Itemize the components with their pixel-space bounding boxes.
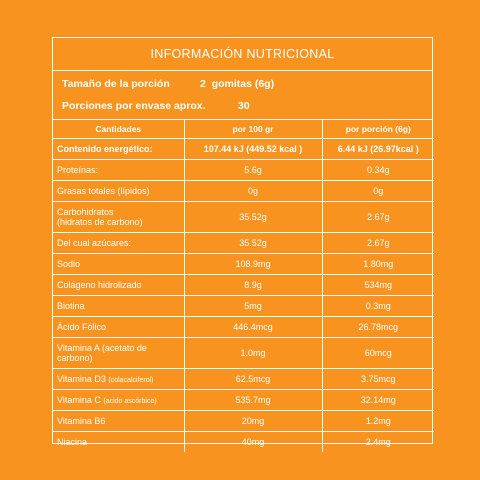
- header-per-serving: por porción (6g): [322, 120, 434, 139]
- nutrient-name: Carbohidratos: [57, 207, 114, 217]
- value-per-100g: 40mg: [184, 432, 322, 453]
- value-per-serving: 0.3mg: [322, 296, 434, 317]
- value-per-100g: 1.0mg: [184, 338, 322, 369]
- portions-line: [62, 100, 250, 112]
- table-row: [53, 254, 434, 275]
- nutrient-label: [53, 202, 184, 233]
- value-per-100g: 35.52g: [184, 233, 322, 254]
- nutrient-label: [53, 338, 184, 369]
- nutrient-name: Sodio: [57, 259, 81, 269]
- nutrient-label: [53, 233, 184, 254]
- value-per-serving: 1.2mg: [322, 411, 434, 432]
- nutrient-label: [53, 390, 184, 411]
- value-per-100g: 5.6g: [184, 160, 322, 181]
- nutrient-sublabel: (colacalciferol): [108, 377, 154, 384]
- value-per-serving: 0g: [322, 181, 434, 202]
- nutrient-label: [53, 411, 184, 432]
- table-row: [53, 160, 434, 181]
- nutrient-name: Vitamina D3: [57, 374, 106, 384]
- value-per-serving: 2.4mg: [322, 432, 434, 453]
- nutrient-name: Del cual azúcares:: [57, 238, 132, 248]
- table-row: [53, 390, 434, 411]
- nutrient-label: [53, 432, 184, 453]
- nutrient-label: [53, 160, 184, 181]
- nutrient-label: [53, 296, 184, 317]
- value-per-serving: 2.67g: [322, 202, 434, 233]
- nutrient-label: [53, 275, 184, 296]
- nutrient-name: Colágeno hidrolizado: [57, 280, 142, 290]
- energy-per-100g: 107.44 kJ (449.52 kcal ): [184, 139, 322, 160]
- table-row: [53, 202, 434, 233]
- table-header-row: [53, 120, 434, 139]
- nutrient-name: Grasas totales (lípidos): [57, 186, 150, 196]
- nutrient-label: [53, 181, 184, 202]
- portions-label: Porciones por envase aprox.: [62, 100, 206, 112]
- nutrient-name: Vitamina A (acetato de: [57, 343, 147, 353]
- value-per-serving: 1.80mg: [322, 254, 434, 275]
- table-row: [53, 275, 434, 296]
- nutrition-facts-panel: [52, 37, 433, 447]
- table-row: [53, 411, 434, 432]
- nutrition-title: INFORMACIÓN NUTRICIONAL: [53, 38, 432, 71]
- nutrient-name-line2: (hidratos de carbono): [57, 217, 143, 227]
- value-per-100g: 8.9g: [184, 275, 322, 296]
- value-per-100g: 35.52g: [184, 202, 322, 233]
- value-per-100g: 62.5mcg: [184, 369, 322, 390]
- table-row: [53, 432, 434, 453]
- value-per-serving: 3.75mcg: [322, 369, 434, 390]
- serving-size-value: 2 gomitas (6g): [200, 78, 275, 90]
- nutrient-name: Biotina: [57, 301, 85, 311]
- value-per-100g: 5mg: [184, 296, 322, 317]
- value-per-100g: 20mg: [184, 411, 322, 432]
- nutrient-name-line2: carbono): [57, 353, 93, 363]
- value-per-100g: 535.7mg: [184, 390, 322, 411]
- nutrient-name: Vitamina C: [57, 395, 101, 405]
- value-per-serving: 32.14mg: [322, 390, 434, 411]
- serving-size-label: Tamaño de la porción: [62, 78, 170, 90]
- energy-label: Contenido energético:: [53, 139, 184, 160]
- nutrient-name: Proteínas:: [57, 165, 99, 175]
- table-row: [53, 317, 434, 338]
- table-row: [53, 338, 434, 369]
- value-per-100g: 0g: [184, 181, 322, 202]
- value-per-serving: 2.67g: [322, 233, 434, 254]
- nutrient-label: [53, 317, 184, 338]
- nutrient-name: Ácido Fólico: [57, 322, 107, 332]
- serving-size-line: [62, 78, 274, 90]
- value-per-100g: 108.9mg: [184, 254, 322, 275]
- table-row: [53, 181, 434, 202]
- portions-value: 30: [238, 100, 250, 112]
- table-row: [53, 296, 434, 317]
- table-row: [53, 233, 434, 254]
- nutrient-sublabel: (acido ascórbico): [103, 398, 157, 405]
- value-per-serving: 534mg: [322, 275, 434, 296]
- value-per-100g: 446.4mcg: [184, 317, 322, 338]
- value-per-serving: 60mcg: [322, 338, 434, 369]
- energy-per-serving: 6.44 kJ (26.97kcal ): [322, 139, 434, 160]
- nutrient-name: Vitamina B6: [57, 416, 106, 426]
- value-per-serving: 0.34g: [322, 160, 434, 181]
- serving-info: [53, 71, 432, 120]
- energy-row: [53, 139, 434, 160]
- nutrient-name: Niacina: [57, 437, 88, 447]
- nutrition-table: [53, 120, 434, 452]
- header-quantities: Cantidades: [53, 120, 184, 139]
- nutrient-label: [53, 254, 184, 275]
- nutrient-label: [53, 369, 184, 390]
- value-per-serving: 26.78mcg: [322, 317, 434, 338]
- table-row: [53, 369, 434, 390]
- header-per-100g: por 100 gr: [184, 120, 322, 139]
